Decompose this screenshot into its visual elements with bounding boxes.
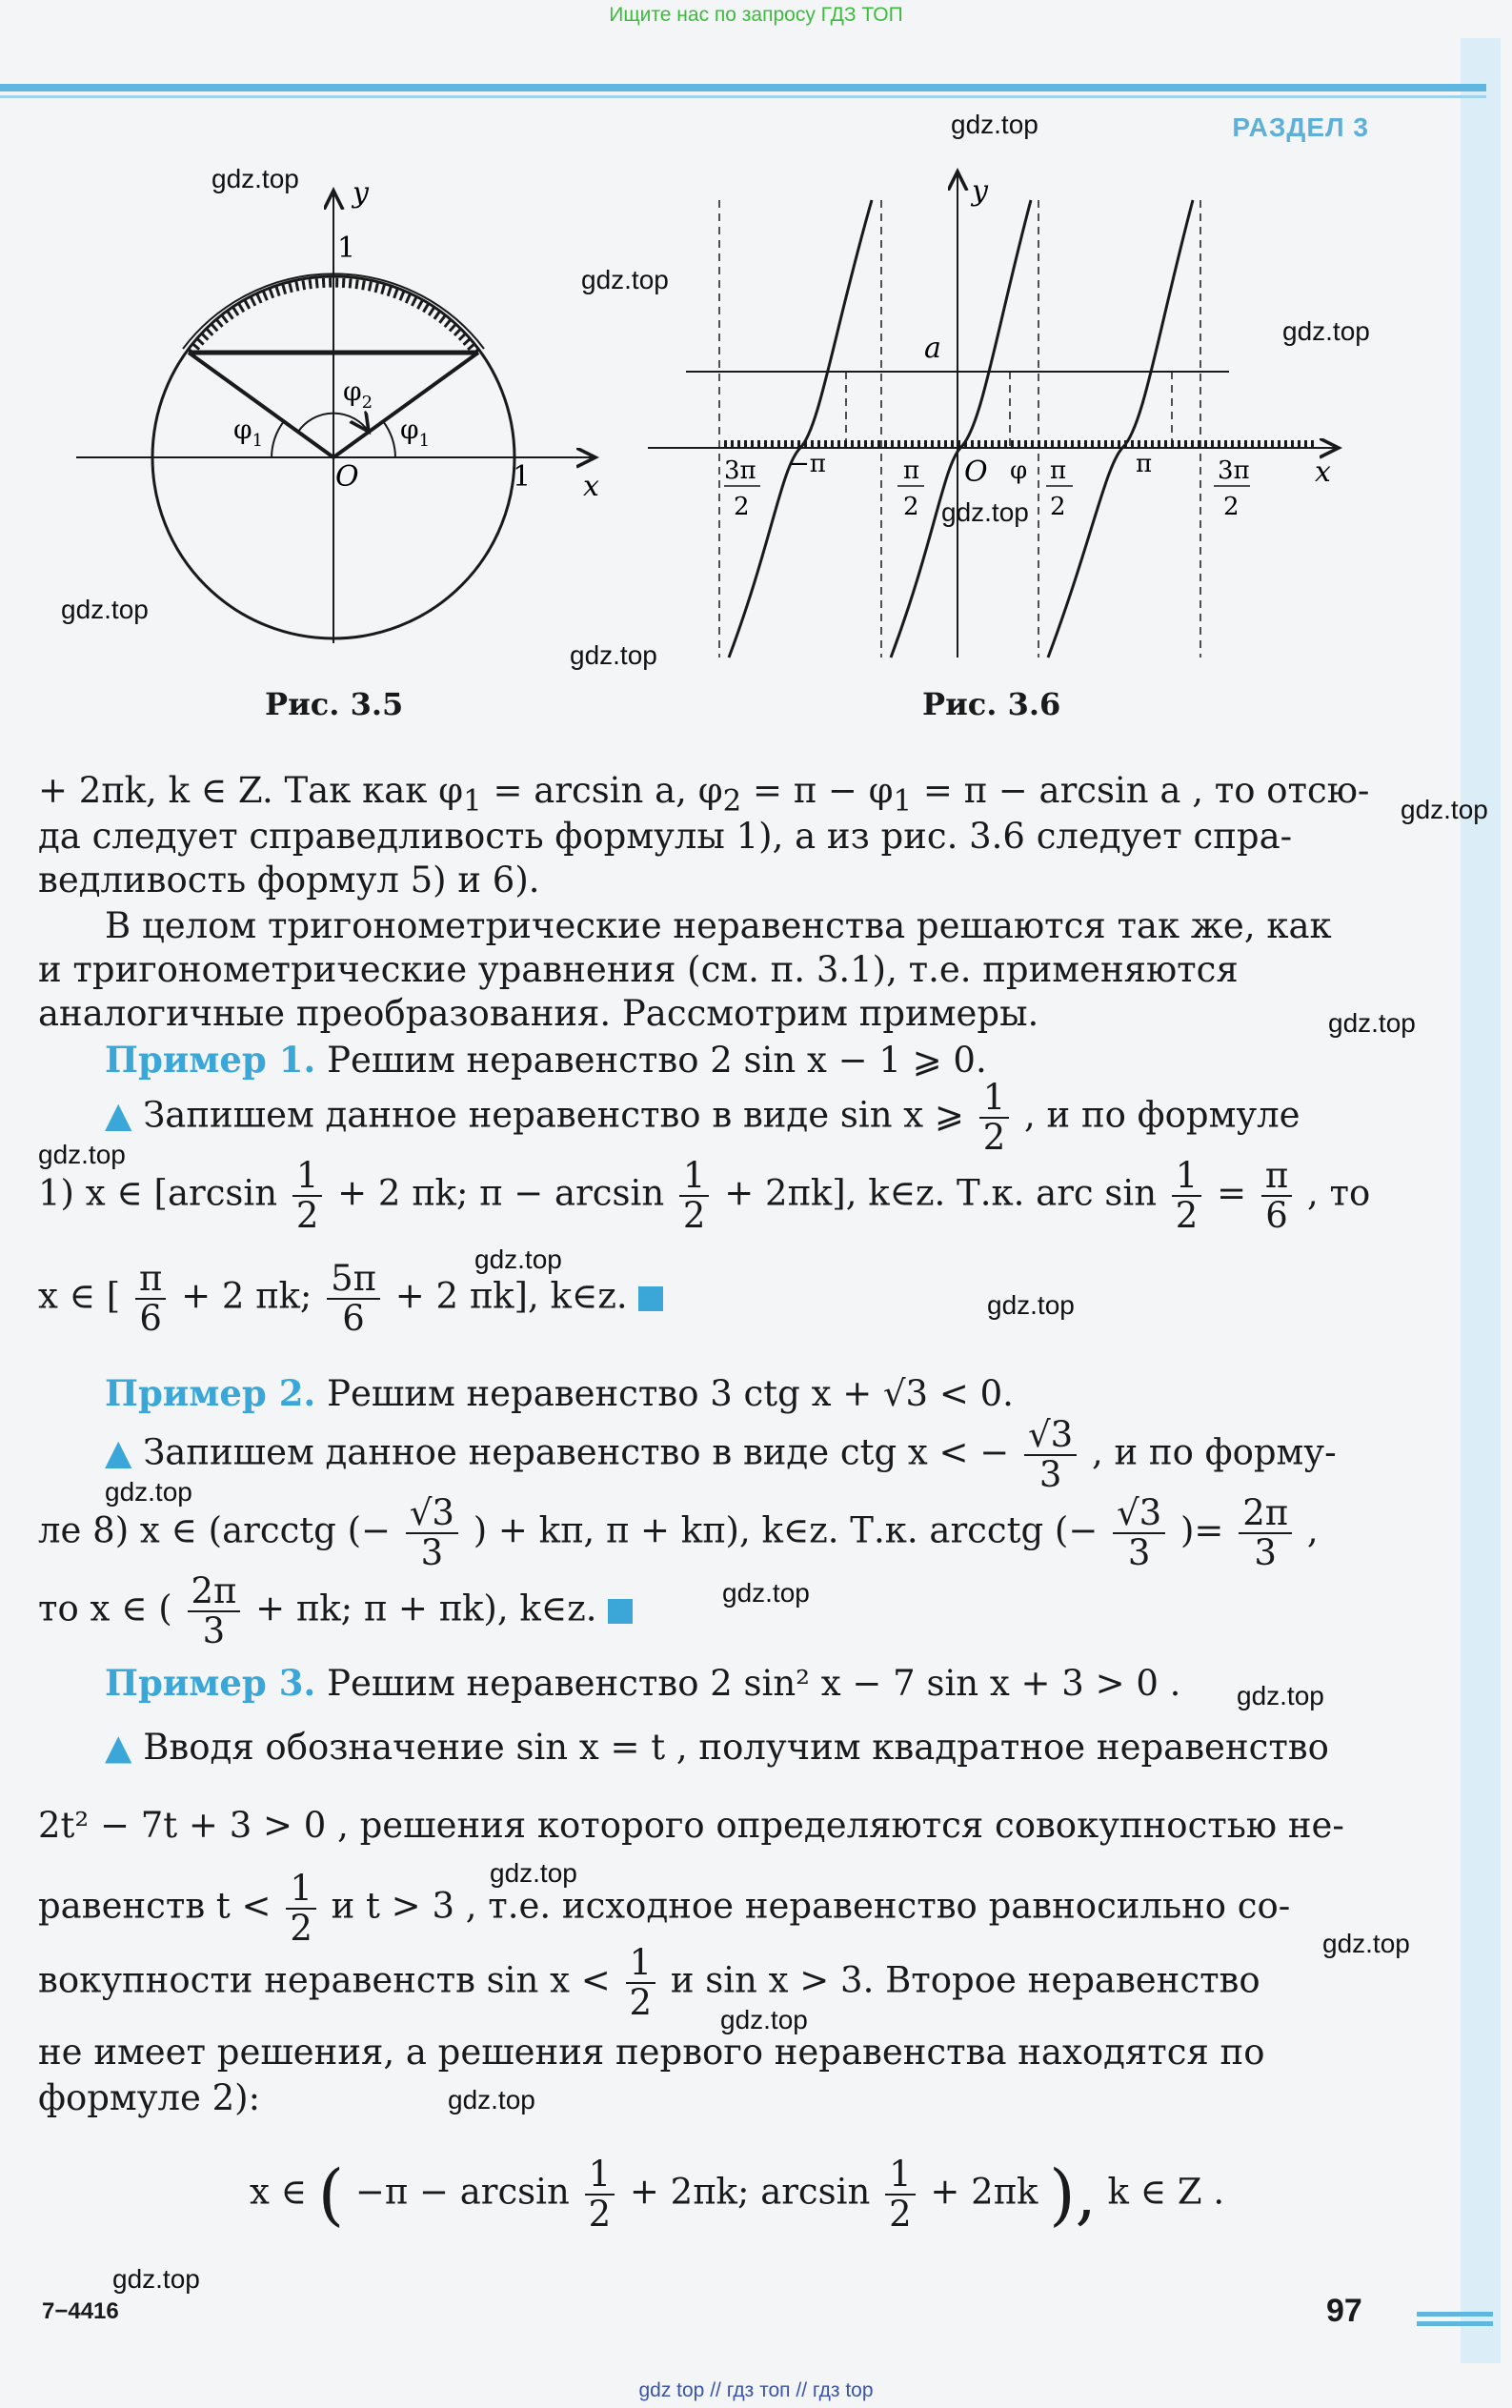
left-paren: ( bbox=[317, 2155, 345, 2234]
example-3-label: Пример 3. bbox=[105, 1662, 316, 1704]
end-square-icon bbox=[638, 1286, 663, 1311]
fig35-phi1-right: $\varphi_1$ bbox=[400, 414, 431, 451]
fig35-origin: O bbox=[335, 460, 359, 494]
watermark: gdz.top bbox=[941, 497, 1029, 527]
example-2-label: Пример 2. bbox=[105, 1372, 316, 1414]
watermark: gdz.top bbox=[474, 1244, 562, 1274]
triangle-marker-icon: ▲ bbox=[105, 1727, 132, 1768]
fraction-1-2: $\frac{1}{2}$ bbox=[626, 1944, 656, 2022]
watermark: gdz.top bbox=[720, 2005, 808, 2034]
watermark: gdz.top bbox=[490, 1858, 577, 1888]
right-paren: ), bbox=[1049, 2155, 1097, 2234]
example-3-line-2: 2t² − 7t + 3 > 0 , решения которого определяются совокупностью не- bbox=[38, 1805, 1344, 1846]
example-3-heading: Пример 3. Решим неравенство 2 sin² x − 7 sin x + 3 > 0 . bbox=[105, 1662, 1181, 1704]
fraction-sqrt3-3: $\frac{√3}{3}$ bbox=[1024, 1416, 1077, 1494]
watermark: gdz.top bbox=[1401, 795, 1488, 824]
fraction-5pi-6: $\frac{5\pi}{6}$ bbox=[327, 1260, 380, 1338]
example-3-line-5: не имеет решения, а решения первого неравенства находятся по bbox=[38, 2032, 1265, 2073]
fraction-2pi-3: $\frac{2\pi}{3}$ bbox=[1239, 1494, 1292, 1572]
example-1-line-3: x ∈ [ $\frac{\pi}{6}$ + 2 πk; $\frac{5\pi}{6}$ + 2 πk], k∈z. bbox=[38, 1260, 1372, 1338]
fig36-phi: φ bbox=[1010, 456, 1028, 485]
paragraph-1-line-3: ведливость формул 5) и 6). bbox=[38, 860, 540, 900]
fraction-1-2: $\frac{1}{2}$ bbox=[286, 1870, 316, 1948]
figure-3-6-caption: Рис. 3.6 bbox=[922, 686, 1061, 722]
example-3-line-6: формуле 2): bbox=[38, 2077, 261, 2118]
section-label: РАЗДЕЛ 3 bbox=[1232, 112, 1369, 142]
watermark: gdz.top bbox=[951, 110, 1038, 139]
watermark: gdz.top bbox=[105, 1477, 192, 1507]
fraction-1-2: $\frac{1}{2}$ bbox=[979, 1079, 1010, 1157]
watermark: gdz.top bbox=[1328, 1008, 1416, 1038]
fraction-1-2: $\frac{1}{2}$ bbox=[1172, 1157, 1202, 1235]
fraction-pi-6: $\frac{\pi}{6}$ bbox=[135, 1260, 166, 1338]
example-1-label: Пример 1. bbox=[105, 1039, 316, 1081]
tick-neg3pi-2-num: 3π bbox=[724, 456, 756, 485]
example-2-line-2: ле 8) x ∈ (arcctg (− $\frac{√3}{3}$ ) + kπ, π + kπ), k∈z. Т.к. arcctg (− $\frac{√3}{3}$ )= $\frac{2\pi}{3}$ , bbox=[38, 1492, 1319, 1573]
fraction-pi-6: $\frac{\pi}{6}$ bbox=[1261, 1157, 1292, 1235]
watermark: gdz.top bbox=[61, 595, 149, 624]
figure-3-5-caption: Рис. 3.5 bbox=[265, 686, 404, 722]
footer-code: 7−4416 bbox=[42, 2298, 119, 2324]
end-square-icon bbox=[608, 1599, 633, 1624]
fig36-y-label: y bbox=[972, 174, 988, 208]
figure-3-5 bbox=[67, 172, 619, 667]
tick-pi-2-den: 2 bbox=[1050, 493, 1066, 521]
fig35-one-right: 1 bbox=[513, 460, 532, 494]
example-2-line-3: то x ∈ ( $\frac{2\pi}{3}$ + πk; π + πk), k∈z. bbox=[38, 1572, 1372, 1650]
header-bar-thin bbox=[0, 95, 1486, 98]
page-number: 97 bbox=[1326, 2293, 1362, 2329]
header-bar bbox=[0, 84, 1486, 91]
paragraph-1-line-1: + 2πk, k ∈ Z. Так как $\varphi_1 = \arcsin a$, $\varphi_2 = \pi - \varphi_1 = \pi - \arcsin a$ , то отсю- bbox=[38, 770, 1370, 819]
side-stripe bbox=[1461, 38, 1501, 2363]
fig35-x-label: x bbox=[583, 470, 599, 503]
tick-negpi-2-den: 2 bbox=[903, 493, 919, 521]
fig35-phi1-left: $\varphi_1$ bbox=[233, 414, 264, 451]
example-2-line-1: ▲ Запишем данное неравенство в виде ctg x < − $\frac{√3}{3}$ , и по форму- bbox=[105, 1414, 1337, 1495]
fraction-sqrt3-3: $\frac{√3}{3}$ bbox=[1113, 1494, 1165, 1572]
watermark: gdz.top bbox=[1322, 1929, 1410, 1958]
example-3-line-1: ▲ Вводя обозначение sin x = t , получим квадратное неравенство bbox=[105, 1727, 1329, 1768]
fraction-1-2: $\frac{1}{2}$ bbox=[679, 1157, 710, 1235]
watermark: gdz.top bbox=[448, 2085, 535, 2115]
watermark: gdz.top bbox=[570, 640, 657, 670]
example-3-final-formula: x ∈ ( −π − arcsin $\frac{1}{2}$ + 2πk; arcsin $\frac{1}{2}$ + 2πk ), k ∈ Z . bbox=[250, 2154, 1225, 2235]
watermark: gdz.top bbox=[112, 2264, 200, 2294]
tick-3pi-2-den: 2 bbox=[1223, 493, 1240, 521]
fraction-2pi-3: $\frac{2\pi}{3}$ bbox=[188, 1572, 241, 1650]
watermark: gdz.top bbox=[581, 265, 669, 294]
paragraph-2-line-1: В целом тригонометрические неравенства решаются так же, как bbox=[105, 905, 1332, 946]
tick-3pi-2-num: 3π bbox=[1218, 456, 1250, 485]
tick-pi: π bbox=[1136, 450, 1153, 478]
fig36-origin: O bbox=[964, 455, 988, 489]
triangle-marker-icon: ▲ bbox=[105, 1431, 132, 1473]
top-note[interactable]: Ищите нас по запросу ГДЗ ТОП bbox=[609, 4, 903, 26]
watermark: gdz.top bbox=[722, 1578, 810, 1608]
triangle-marker-icon: ▲ bbox=[105, 1094, 132, 1136]
example-3-line-3: равенств t < $\frac{1}{2}$ и t > 3 , т.е. исходное неравенство равносильно со- bbox=[38, 1868, 1291, 1949]
fraction-1-2: $\frac{1}{2}$ bbox=[885, 2155, 916, 2234]
fig36-a-label: a bbox=[924, 332, 941, 365]
fraction-sqrt3-3: $\frac{√3}{3}$ bbox=[406, 1494, 458, 1572]
example-3-line-4: вокупности неравенств sin x < $\frac{1}{2}$ и sin x > 3. Второе неравенство bbox=[38, 1942, 1260, 2023]
fig35-y-label: y bbox=[353, 176, 369, 210]
watermark: gdz.top bbox=[1282, 316, 1370, 346]
watermark: gdz.top bbox=[212, 164, 299, 193]
fig35-one-top: 1 bbox=[337, 232, 356, 265]
fig36-x-label: x bbox=[1315, 455, 1331, 489]
tick-negpi-2-num: π bbox=[903, 456, 920, 485]
fraction-1-2: $\frac{1}{2}$ bbox=[292, 1157, 323, 1235]
watermark: gdz.top bbox=[38, 1140, 126, 1169]
watermark: gdz.top bbox=[987, 1290, 1075, 1320]
example-1-heading: Пример 1. Решим неравенство 2 sin x − 1 ⩾ 0. bbox=[105, 1039, 987, 1081]
figure-3-6 bbox=[638, 143, 1362, 677]
tick-neg3pi-2-den: 2 bbox=[734, 493, 750, 521]
tick-negpi: −π bbox=[789, 450, 826, 478]
paragraph-1-line-2: да следует справедливость формулы 1), а из рис. 3.6 следует спра- bbox=[38, 816, 1293, 857]
example-1-line-1: ▲ Запишем данное неравенство в виде sin x ⩾ $\frac{1}{2}$ , и по формуле bbox=[105, 1077, 1300, 1158]
fig35-phi2: $\varphi_2$ bbox=[343, 375, 373, 413]
paragraph-2-line-3: аналогичные преобразования. Рассмотрим примеры. bbox=[38, 993, 1039, 1034]
paragraph-2-line-2: и тригонометрические уравнения (см. п. 3.1), т.е. применяются bbox=[38, 949, 1239, 990]
tick-pi-2-num: π bbox=[1050, 456, 1067, 485]
example-2-heading: Пример 2. Решим неравенство 3 ctg x + √3 < 0. bbox=[105, 1372, 1014, 1414]
example-1-line-2: 1) x ∈ [arcsin $\frac{1}{2}$ + 2 πk; π − arcsin $\frac{1}{2}$ + 2πk], k∈z. Т.к. arc sin $\frac{1}{2}$ = $\frac{\pi}{6}$ , то bbox=[38, 1155, 1371, 1236]
fraction-1-2: $\frac{1}{2}$ bbox=[585, 2155, 615, 2234]
bottom-note[interactable]: gdz top // гдз топ // гдз top bbox=[638, 2379, 874, 2401]
page-number-bars bbox=[1417, 2312, 1493, 2331]
watermark: gdz.top bbox=[1237, 1681, 1324, 1710]
